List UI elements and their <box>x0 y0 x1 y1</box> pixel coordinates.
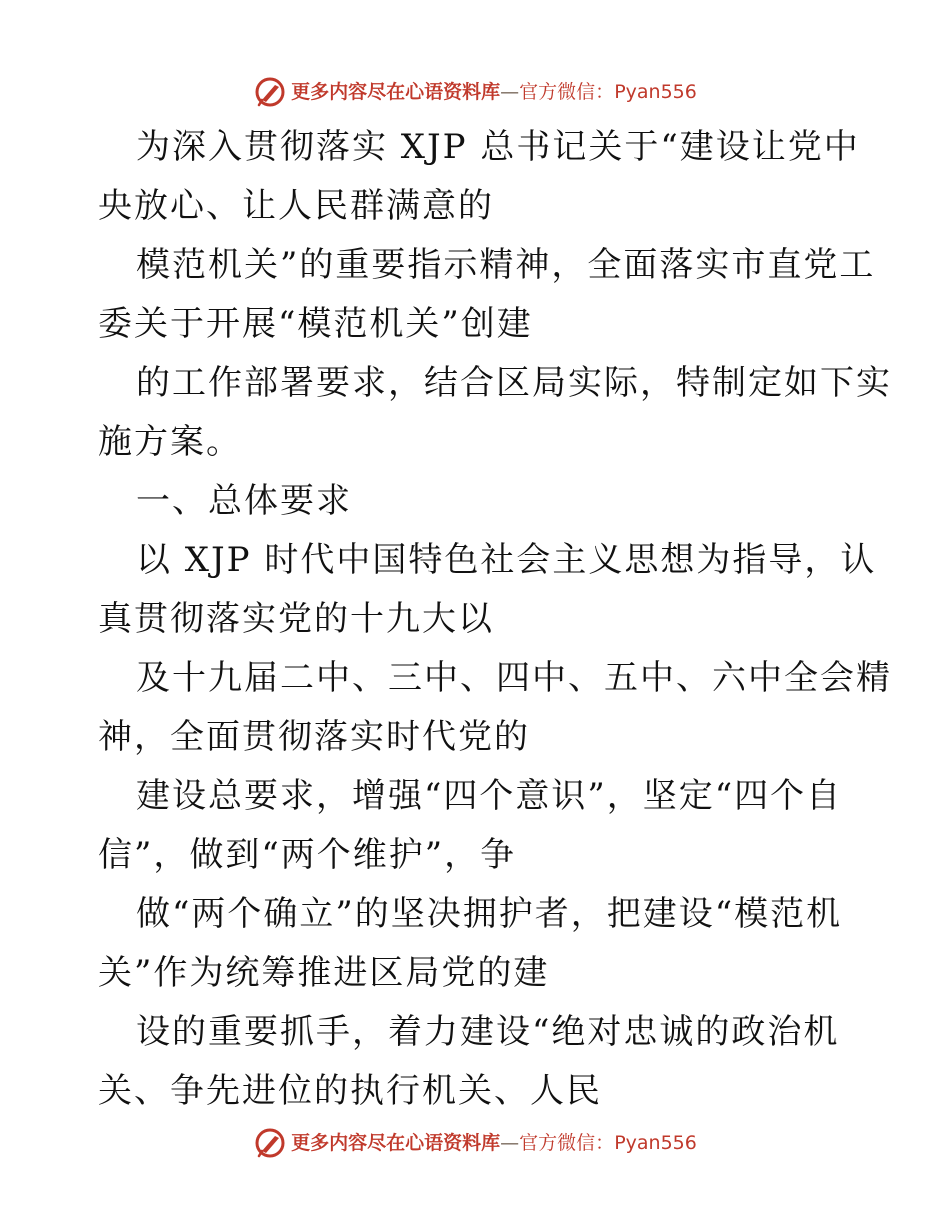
text-line: 神，全面贯彻落实时代党的 <box>98 717 530 757</box>
text-line: 做“两个确立”的坚决拥护者，把建设“模范机 <box>136 894 843 934</box>
text-line: 关”作为统筹推进区局党的建 <box>98 953 550 993</box>
text-line: 设的重要抓手，着力建设“绝对忠诚的政治机 <box>136 1012 840 1052</box>
watermark-wechat-label: 官方微信： <box>519 81 615 103</box>
watermark-wechat-id: Pyan556 <box>614 1132 697 1154</box>
text-line: 为深入贯彻落实 XJP 总书记关于“建设让党中 <box>136 127 860 167</box>
text-line: 真贯彻落实党的十九大以 <box>98 599 494 639</box>
section-heading: 一、总体要求 <box>136 481 352 521</box>
watermark-wechat-label: 官方微信： <box>519 1132 615 1154</box>
text-line: 模范机关”的重要指示精神，全面落实市直党工 <box>136 245 876 285</box>
text-line: 信”，做到“两个维护”，争 <box>98 835 517 875</box>
text-line: 建设总要求，增强“四个意识”，坚定“四个自 <box>136 776 843 816</box>
watermark-banner-top <box>0 75 950 109</box>
watermark-lead: 更多内容尽在心语资料库 <box>291 81 501 103</box>
text-line: 委关于开展“模范机关”创建 <box>98 304 533 344</box>
text-line: 及十九届二中、三中、四中、五中、六中全会精 <box>136 658 892 698</box>
quill-pen-logo-icon <box>253 75 287 109</box>
quill-pen-logo-icon <box>253 1126 287 1160</box>
text-line: 的工作部署要求，结合区局实际，特制定如下实 <box>136 363 892 403</box>
text-line: 央放心、让人民群满意的 <box>98 186 494 226</box>
watermark-wechat-id: Pyan556 <box>614 81 697 103</box>
text-line: 以 XJP 时代中国特色社会主义思想为指导，认 <box>136 540 877 580</box>
text-line: 关、争先进位的执行机关、人民 <box>98 1071 602 1111</box>
text-line: 施方案。 <box>98 422 242 462</box>
document-body <box>98 118 898 1121</box>
watermark-banner-bottom <box>0 1126 950 1160</box>
watermark-dash: — <box>500 81 520 103</box>
watermark-dash: — <box>500 1132 520 1154</box>
watermark-lead: 更多内容尽在心语资料库 <box>291 1132 501 1154</box>
